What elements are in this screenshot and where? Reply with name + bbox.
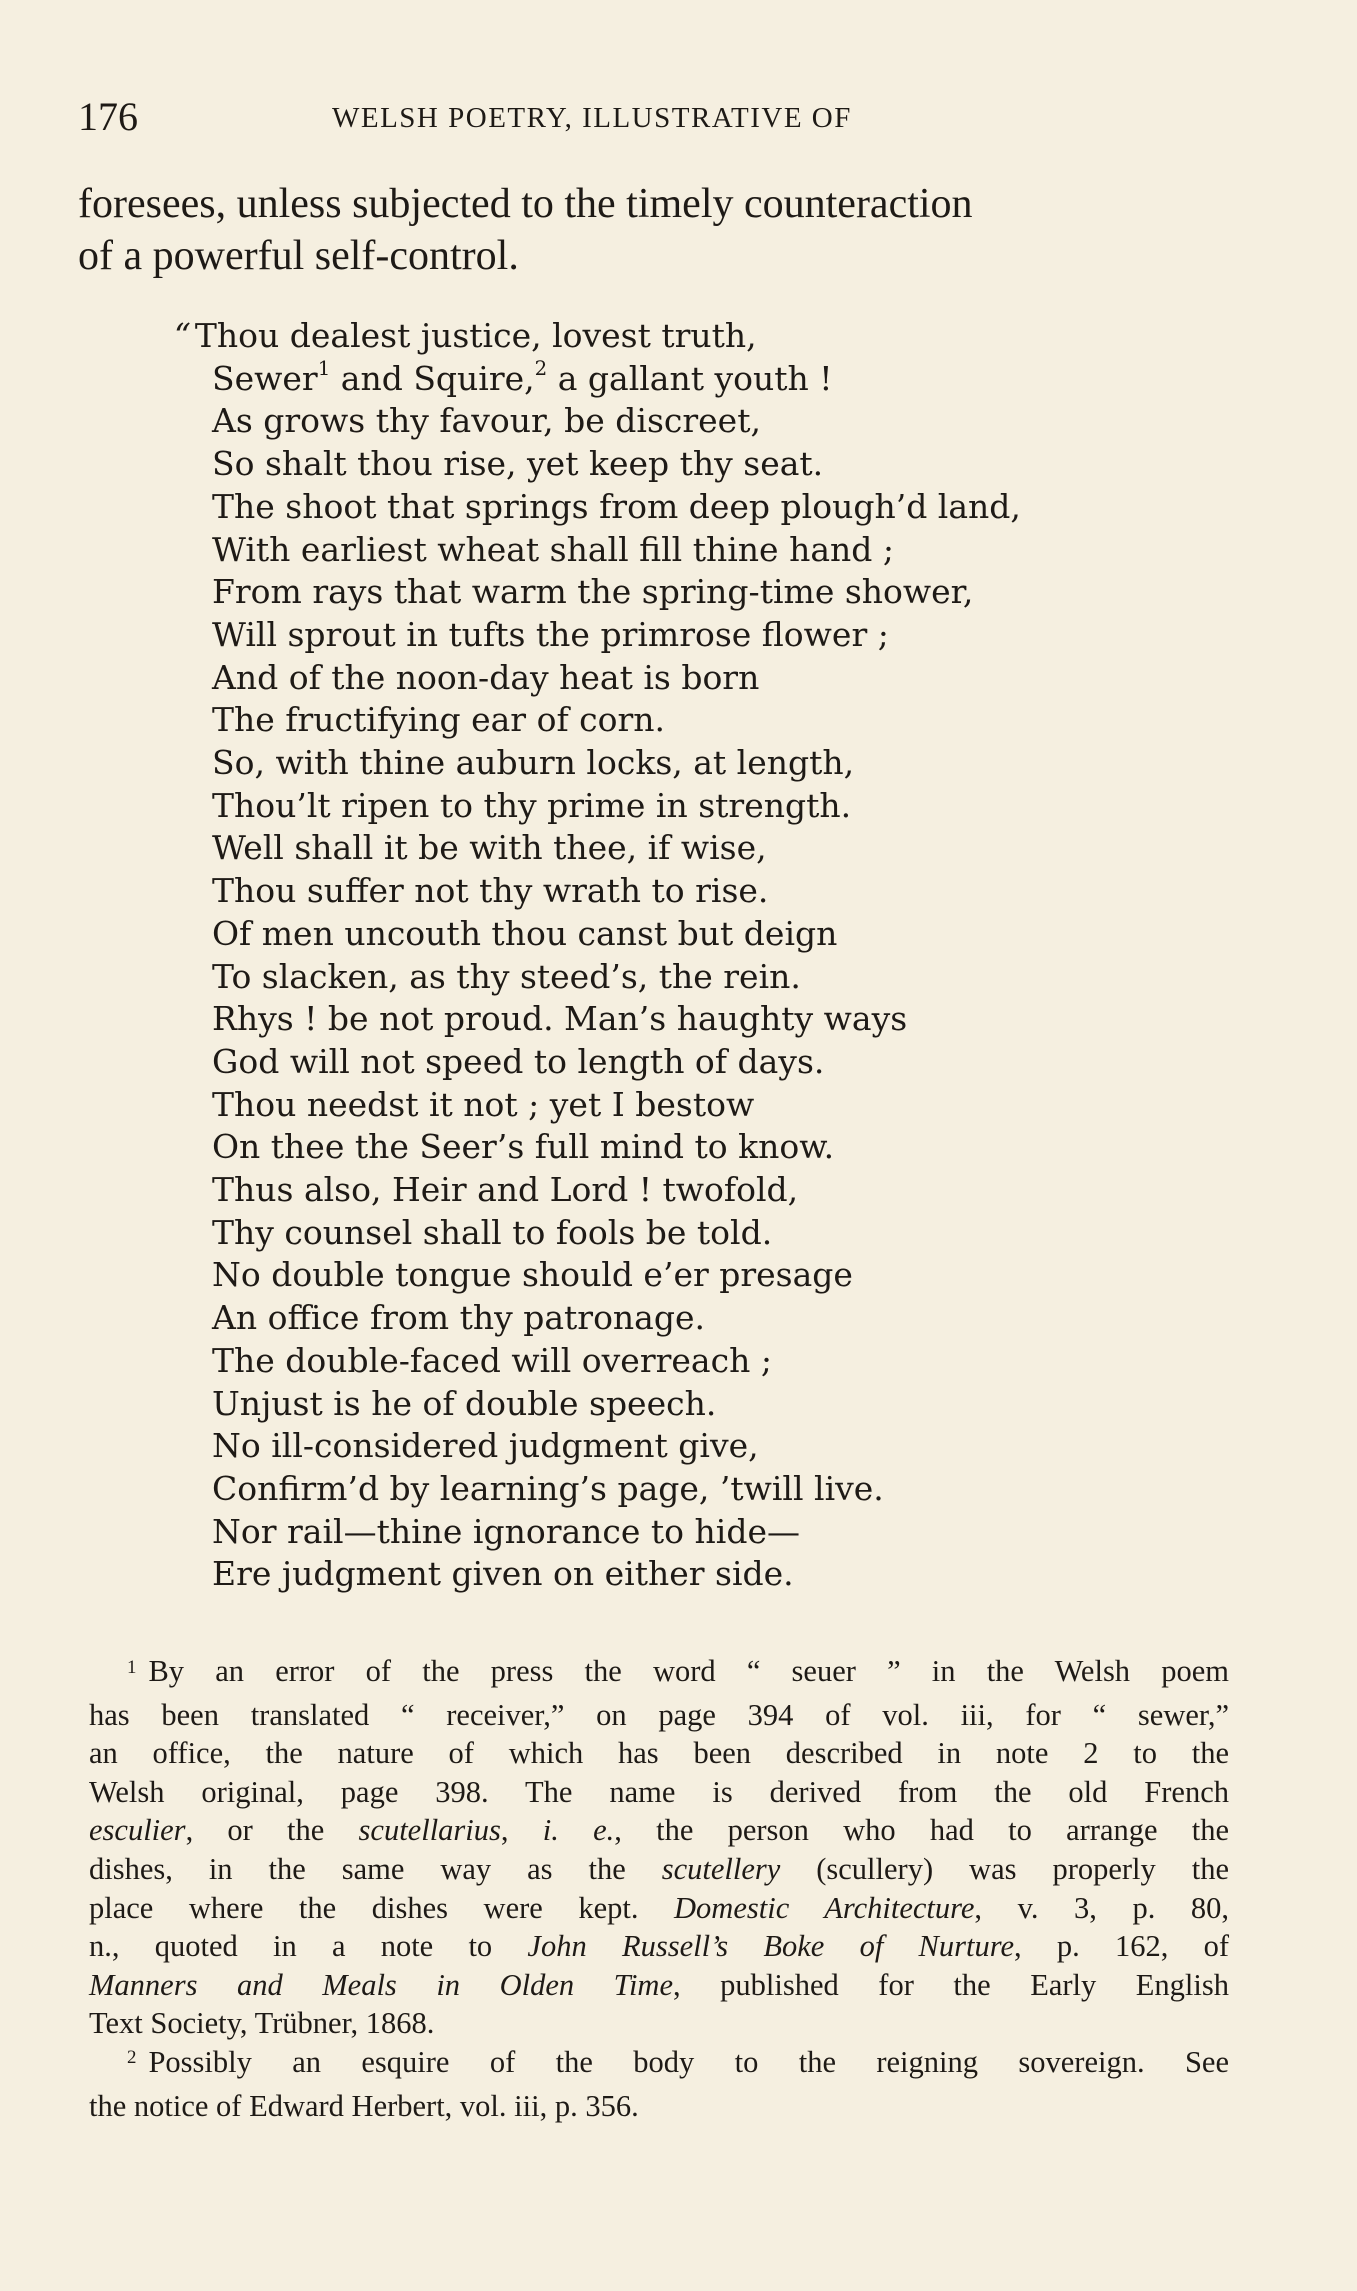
footnote-1 bbox=[89, 1652, 1229, 2043]
footnote-marker: 1 bbox=[127, 1656, 137, 1678]
footnote-text: (scullery) was properly the bbox=[780, 1851, 1229, 1886]
footnote-line: the notice of Edward Herbert, vol. iii, p. 356. bbox=[89, 2088, 639, 2123]
footnote-text: n., quoted in a note to bbox=[89, 1929, 528, 1964]
footnote-line: Welsh original, page 398. The name is derived from the old French bbox=[89, 1774, 1229, 1809]
intro-paragraph bbox=[78, 178, 1238, 282]
intro-line: of a powerful self-control. bbox=[78, 233, 519, 279]
footnote-line: Text Society, Trübner, 1868. bbox=[89, 2006, 435, 2041]
footnote-text: , the person who had to arrange the bbox=[614, 1813, 1230, 1848]
poem-line: From rays that warm the spring-time shower, bbox=[212, 572, 974, 612]
poem-line: Unjust is he of double speech. bbox=[212, 1383, 717, 1423]
footnote-text: Possibly an esquire of the body to the reigning sovereign. See bbox=[148, 2044, 1229, 2079]
footnote-text: , or the bbox=[185, 1813, 359, 1848]
poem-line: Thou suffer not thy wrath to rise. bbox=[212, 871, 769, 911]
footnote-line bbox=[89, 2043, 1229, 2087]
footnote-line bbox=[89, 1652, 1229, 1696]
poem-line: Nor rail—thine ignorance to hide— bbox=[212, 1511, 800, 1551]
poem-line: The double-faced will overreach ; bbox=[212, 1340, 772, 1380]
poem-line: No double tongue should e’er presage bbox=[212, 1255, 853, 1295]
poem-line-text: a gallant youth ! bbox=[547, 358, 833, 398]
footnote-text: , p. 162, of bbox=[1014, 1929, 1229, 1964]
footnote-text: dishes, in the same way as the bbox=[89, 1851, 662, 1886]
poem-line: The fructifying ear of corn. bbox=[212, 700, 666, 740]
poem-line: No ill-considered judgment give, bbox=[212, 1426, 759, 1466]
poem-line-text: Thou dealest justice, lovest truth, bbox=[194, 316, 757, 355]
poem-line: So, with thine auburn locks, at length, bbox=[212, 743, 855, 783]
poem-line: To slacken, as thy steed’s, the rein. bbox=[212, 956, 801, 996]
footnote-text: place where the dishes were kept. bbox=[89, 1890, 675, 1925]
poem-line bbox=[174, 315, 1154, 358]
poem-line: Thou needst it not ; yet I bestow bbox=[212, 1084, 755, 1124]
footnote-line: has been translated “ receiver,” on page 394 of vol. iii, for “ sewer,” bbox=[89, 1697, 1229, 1732]
poem-line: Rhys ! be not proud. Man’s haughty ways bbox=[212, 999, 908, 1039]
italic-title: Domestic Architecture bbox=[674, 1890, 975, 1925]
poem-line: On thee the Seer’s full mind to know. bbox=[212, 1127, 835, 1167]
footnote-text: By an error of the press the word “ seuer ” in the Welsh poem bbox=[148, 1654, 1229, 1688]
poem-line-text: Sewer bbox=[212, 358, 318, 398]
poem-line: An office from thy patronage. bbox=[212, 1298, 706, 1338]
poem-line: As grows thy favour, be discreet, bbox=[212, 401, 761, 441]
italic-term: esculier bbox=[89, 1813, 186, 1848]
footnote-line bbox=[89, 1966, 1229, 2005]
poem-lines bbox=[174, 400, 1154, 1596]
footnotes bbox=[89, 1652, 1229, 2125]
poem-line: Well shall it be with thee, if wise, bbox=[212, 828, 767, 868]
footnote-line bbox=[89, 1889, 1229, 1928]
poem-line bbox=[174, 358, 1154, 401]
footnote-2 bbox=[89, 2043, 1229, 2125]
italic-term: i. e. bbox=[542, 1813, 615, 1848]
running-head bbox=[78, 92, 1228, 142]
footnote-line: an office, the nature of which has been described in note 2 to the bbox=[89, 1736, 1229, 1771]
footnote-line bbox=[89, 1850, 1229, 1889]
poem-line: Thou’lt ripen to thy prime in strength. bbox=[212, 785, 852, 825]
poem-line: With earliest wheat shall fill thine hand ; bbox=[212, 529, 894, 569]
open-quote: “ bbox=[174, 316, 191, 355]
poem-line: Thy counsel shall to fools be told. bbox=[212, 1212, 773, 1252]
poem-line: Of men uncouth thou canst but deign bbox=[212, 913, 838, 953]
poem-line: So shalt thou rise, yet keep thy seat. bbox=[212, 444, 824, 484]
italic-title: Manners and Meals in Olden Time bbox=[89, 1967, 673, 2002]
poem-line: The shoot that springs from deep plough’d land, bbox=[212, 486, 1021, 526]
poem-line: God will not speed to length of days. bbox=[212, 1041, 825, 1081]
footnote-line bbox=[89, 1811, 1229, 1850]
italic-term: scutellery bbox=[661, 1851, 781, 1886]
poem-line-text: and Squire, bbox=[330, 358, 535, 398]
footnote-text: , published for the Early English bbox=[673, 1967, 1229, 2002]
italic-title: John Russell’s Boke of Nurture bbox=[527, 1929, 1014, 1964]
intro-line: foresees, unless subjected to the timely counteraction bbox=[78, 181, 973, 227]
footnote-ref-1[interactable]: 1 bbox=[317, 356, 331, 380]
page-number: 176 bbox=[78, 94, 138, 139]
footnote-text: , v. 3, p. 80, bbox=[974, 1890, 1229, 1925]
footnote-text: , bbox=[500, 1813, 543, 1848]
poem-line: Will sprout in tufts the primrose flower ; bbox=[212, 614, 889, 654]
poem-line: Ere judgment given on either side. bbox=[212, 1554, 794, 1594]
poem-line: And of the noon-day heat is born bbox=[212, 657, 760, 697]
poem-line: Thus also, Heir and Lord ! twofold, bbox=[212, 1170, 799, 1210]
poem-line: Confirm’d by learning’s page, ’twill live. bbox=[212, 1468, 884, 1508]
footnote-marker: 2 bbox=[127, 2047, 137, 2069]
poem bbox=[174, 315, 1154, 1596]
running-title: WELSH POETRY, ILLUSTRATIVE OF bbox=[332, 102, 852, 134]
italic-term: scutellarius bbox=[358, 1813, 501, 1848]
footnote-ref-2[interactable]: 2 bbox=[534, 356, 548, 380]
footnote-line bbox=[89, 1927, 1229, 1966]
